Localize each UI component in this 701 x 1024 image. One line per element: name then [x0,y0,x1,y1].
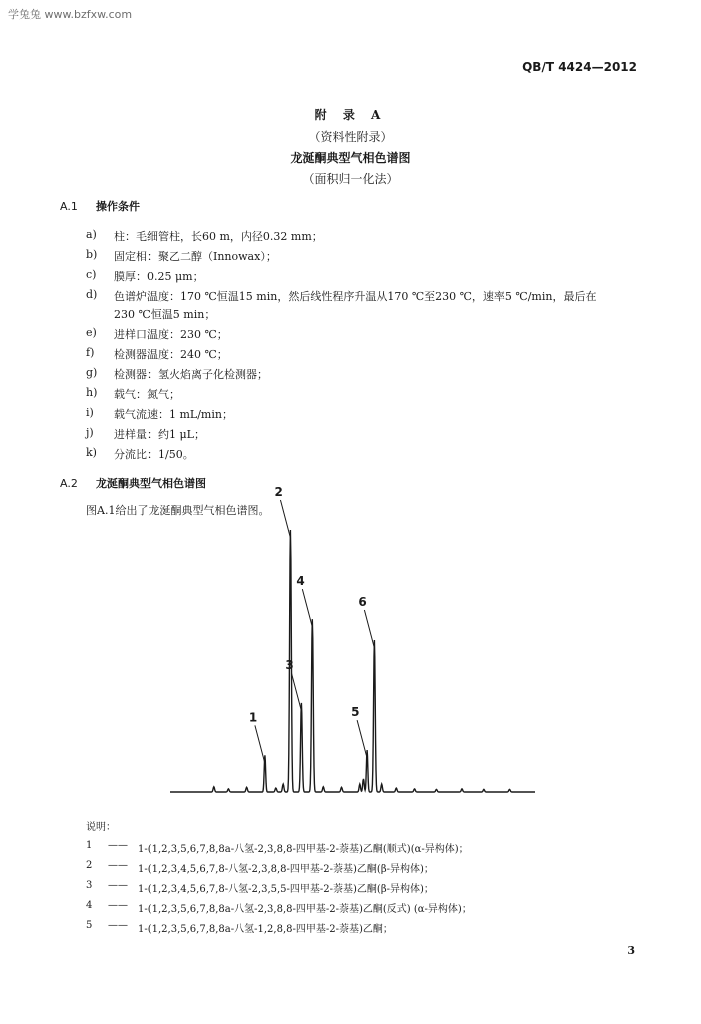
item-label: e) [86,326,97,339]
legend-dash: —— [108,880,128,891]
item-label: f) [86,346,95,359]
item-label: i) [86,406,94,419]
peak-label: 5 [351,705,360,720]
watermark: 学兔兔 www.bzfxw.com [8,8,133,21]
list-item-continuation: 230 ℃恒温5 min； [114,308,216,321]
item-text: 载气：氮气； [114,388,180,401]
section-a2-number: A.2 [60,477,78,490]
section-a2-intro: 图A.1给出了龙涎酮典型气相色谱图。 [86,504,270,517]
item-label: d) [86,288,98,301]
chromatogram-trace [170,530,535,792]
section-a1-heading [60,198,140,214]
item-label: a) [86,228,97,241]
item-label: h) [86,386,98,399]
item-text: 进样口温度：230 ℃； [114,328,228,341]
legend-text: 1-(1,2,3,5,6,7,8,8a-八氢-2,3,8,8-四甲基-2-萘基)乙酮(反式) (α-异构体)； [138,904,472,915]
appendix-type: （资料性附录） [308,130,393,144]
section-a1-title: 操作条件 [96,200,140,213]
item-label: g) [86,366,98,379]
peak-leader-line [291,673,301,711]
peak-leader-line [302,589,312,627]
item-text: 色谱炉温度：170 ℃恒温15 min，然后线性程序升温从170 ℃至230 ℃，速率5 ℃/min，最后在 [114,290,597,303]
item-label: j) [86,426,94,439]
standard-number: QB/T 4424—2012 [522,60,637,74]
item-text: 固定相：聚乙二醇（Innowax）； [114,250,277,263]
item-label: k) [86,446,97,459]
item-label: b) [86,248,98,261]
legend-text: 1-(1,2,3,4,5,6,7,8-八氢-2,3,8,8-四甲基-2-萘基)乙酮(β-异构体)； [138,864,434,875]
peak-label: 4 [296,574,305,589]
peak-label: 2 [274,485,283,499]
legend-text: 1-(1,2,3,4,5,6,7,8-八氢-2,3,5,5-四甲基-2-萘基)乙酮(β-异构体)； [138,884,434,895]
item-text: 载气流速：1 mL/min； [114,408,233,421]
legend-number: 1 [86,840,93,851]
item-text: 进样量：约1 μL； [114,428,205,441]
item-text: 分流比：1/50。 [114,448,194,461]
peak-leader-line [255,725,265,763]
legend-number: 3 [86,880,93,891]
legend-text: 1-(1,2,3,5,6,7,8,8a-八氢-1,2,8,8-四甲基-2-萘基)乙酮； [138,924,393,935]
peak-leader-line [280,500,290,538]
section-a2-title: 龙涎酮典型气相色谱图 [96,477,206,490]
legend-dash: —— [108,860,128,871]
item-label: c) [86,268,97,281]
peak-leader-line [364,610,374,648]
section-a2-heading [60,475,206,491]
legend-number: 2 [86,860,93,871]
legend-dash: —— [108,840,128,851]
legend-text: 1-(1,2,3,5,6,7,8,8a-八氢-2,3,8,8-四甲基-2-萘基)乙酮(顺式)(α-异构体)； [138,844,469,855]
legend-number: 5 [86,920,93,931]
legend-dash: —— [108,900,128,911]
legend-dash: —— [108,920,128,931]
item-text: 检测器：氢火焰离子化检测器； [114,368,268,381]
item-text: 膜厚：0.25 μm； [114,270,204,283]
peak-label: 6 [358,595,367,610]
item-text: 检测器温度：240 ℃； [114,348,228,361]
appendix-title: 附 录 A [314,108,387,122]
legend-title: 说明： [86,822,116,833]
legend-number: 4 [86,900,93,911]
page-number: 3 [627,944,635,957]
appendix-subject: 龙涎酮典型气相色谱图 [290,151,411,165]
section-a1-number: A.1 [60,200,78,213]
appendix-method: （面积归一化法） [302,172,399,186]
item-text: 柱：毛细管柱，长60 m，内径0.32 mm； [114,230,323,243]
peak-label: 3 [285,657,294,672]
peak-label: 1 [248,710,258,725]
peak-leader-line [357,720,367,758]
